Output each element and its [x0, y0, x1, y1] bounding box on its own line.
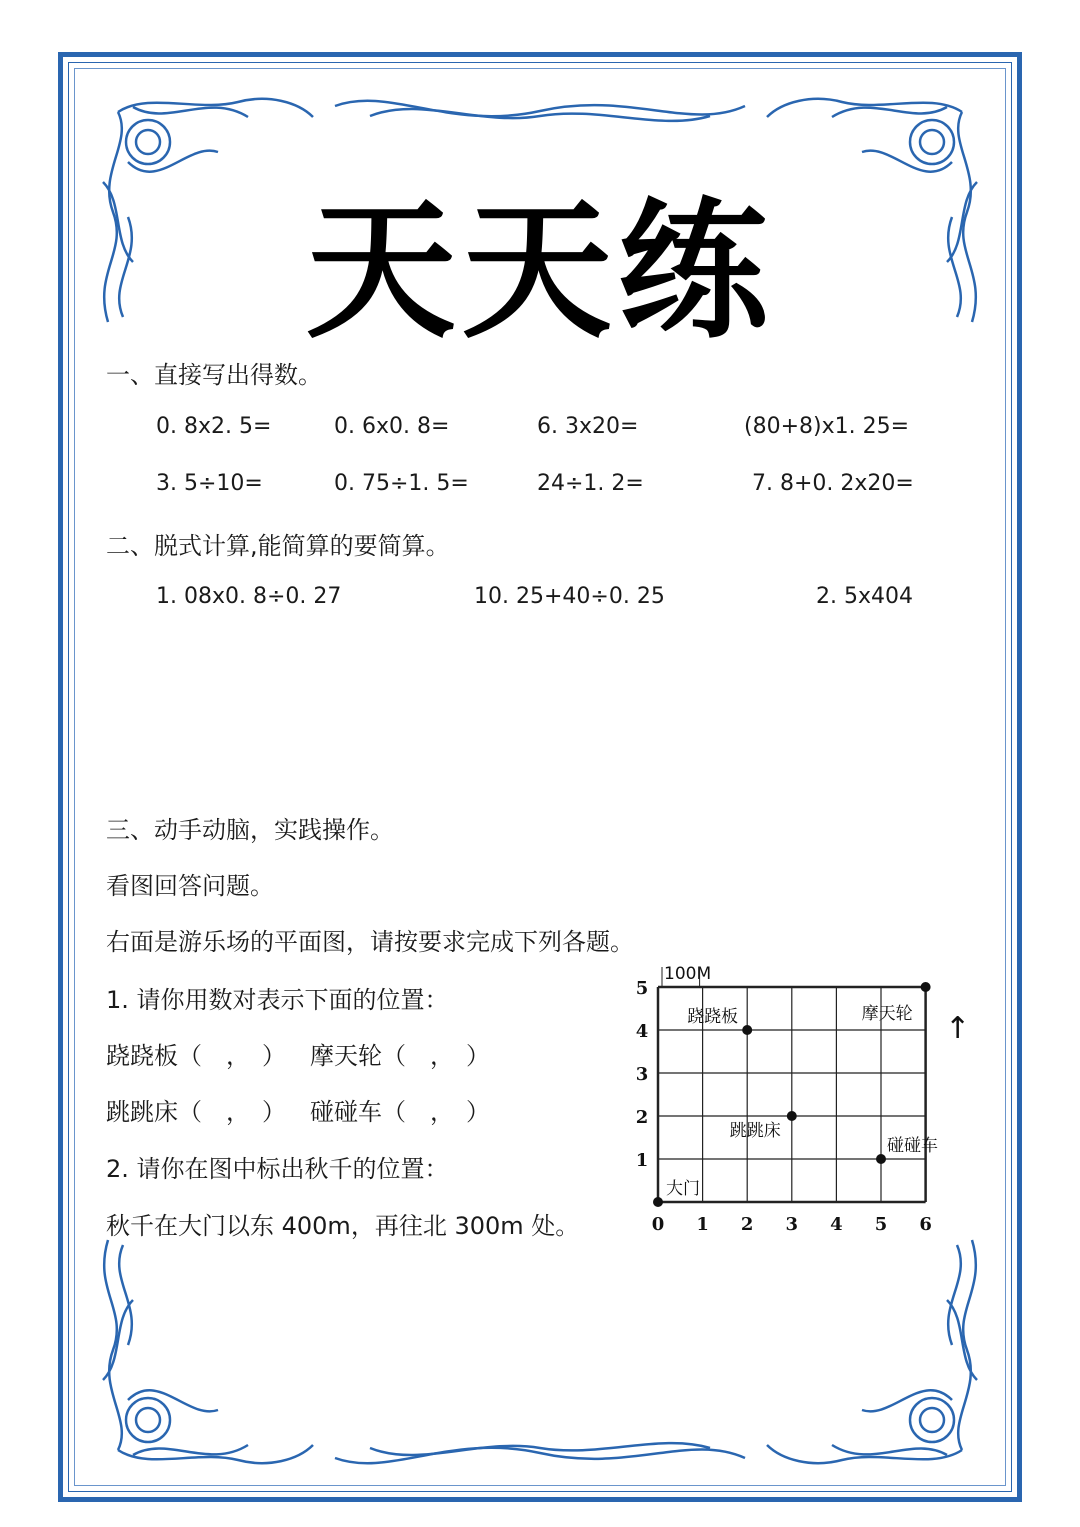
x-tick-label: 6: [919, 1214, 932, 1235]
location-point: [742, 1025, 752, 1035]
y-tick-label: 3: [635, 1064, 649, 1085]
section1-heading: 一、直接写出得数。: [106, 361, 322, 389]
calc-item: 24÷1. 2=: [537, 471, 644, 496]
x-tick-label: 4: [830, 1214, 843, 1235]
question-2-detail: 秋千在大门以东 400m，再往北 300m 处。: [106, 1212, 580, 1240]
ornament-bottom-left-icon: [88, 1230, 318, 1480]
calc-item: 7. 8+0. 2x20=: [752, 471, 914, 496]
calc-item: 1. 08x0. 8÷0. 27: [156, 584, 342, 609]
location-label: 碰碰车: [887, 1136, 938, 1156]
location-label: 摩天轮: [861, 1004, 913, 1024]
x-tick-label: 5: [874, 1214, 888, 1235]
section2-heading: 二、脱式计算,能简算的要简算。: [106, 532, 450, 560]
section3-heading: 三、动手动脑，实践操作。: [106, 816, 394, 844]
x-tick-label: 3: [785, 1214, 799, 1235]
y-tick-label: 1: [635, 1150, 649, 1171]
location-point: [921, 982, 931, 992]
answer-ferris-wheel: 摩天轮（ ， ）: [310, 1042, 490, 1070]
location-label: 大门: [666, 1179, 700, 1199]
calc-item: 0. 8x2. 5=: [156, 414, 272, 439]
scale-label: 100M: [664, 964, 712, 984]
question-1: 1. 请你用数对表示下面的位置：: [106, 986, 449, 1014]
ornament-bottom-center-icon: [330, 1428, 750, 1478]
calc-item: 6. 3x20=: [537, 414, 639, 439]
y-tick-label: 4: [635, 1021, 649, 1042]
x-tick-label: 1: [696, 1214, 709, 1235]
answer-bumper-cars: 碰碰车（ ， ）: [310, 1098, 490, 1126]
instruction-line: 右面是游乐场的平面图，请按要求完成下列各题。: [106, 928, 634, 956]
calc-item: 2. 5x404: [816, 584, 913, 609]
answer-trampoline: 跳跳床（ ， ）: [106, 1098, 286, 1126]
page-title: 天天练: [305, 185, 774, 359]
calc-item: (80+8)x1. 25=: [744, 414, 910, 439]
calc-item: 10. 25+40÷0. 25: [474, 584, 665, 609]
location-point: [653, 1197, 663, 1207]
ornament-top-center-icon: [330, 86, 750, 136]
calc-item: 0. 75÷1. 5=: [334, 471, 469, 496]
location-point: [876, 1154, 886, 1164]
park-grid-map: [628, 960, 978, 1240]
y-tick-label: 5: [635, 978, 649, 999]
location-point: [787, 1111, 797, 1121]
north-arrow-icon: ↑: [945, 1011, 971, 1046]
calc-item: 3. 5÷10=: [156, 471, 263, 496]
question-2: 2. 请你在图中标出秋千的位置：: [106, 1155, 449, 1183]
location-label: 跳跳床: [729, 1121, 781, 1141]
answer-seesaw: 跷跷板（ ， ）: [106, 1042, 286, 1070]
instruction-line: 看图回答问题。: [106, 872, 274, 900]
calc-item: 0. 6x0. 8=: [334, 414, 450, 439]
ornament-bottom-right-icon: [762, 1230, 992, 1480]
x-tick-label: 0: [651, 1214, 665, 1235]
x-tick-label: 2: [740, 1214, 754, 1235]
location-label: 跷跷板: [687, 1007, 739, 1027]
y-tick-label: 2: [635, 1107, 649, 1128]
